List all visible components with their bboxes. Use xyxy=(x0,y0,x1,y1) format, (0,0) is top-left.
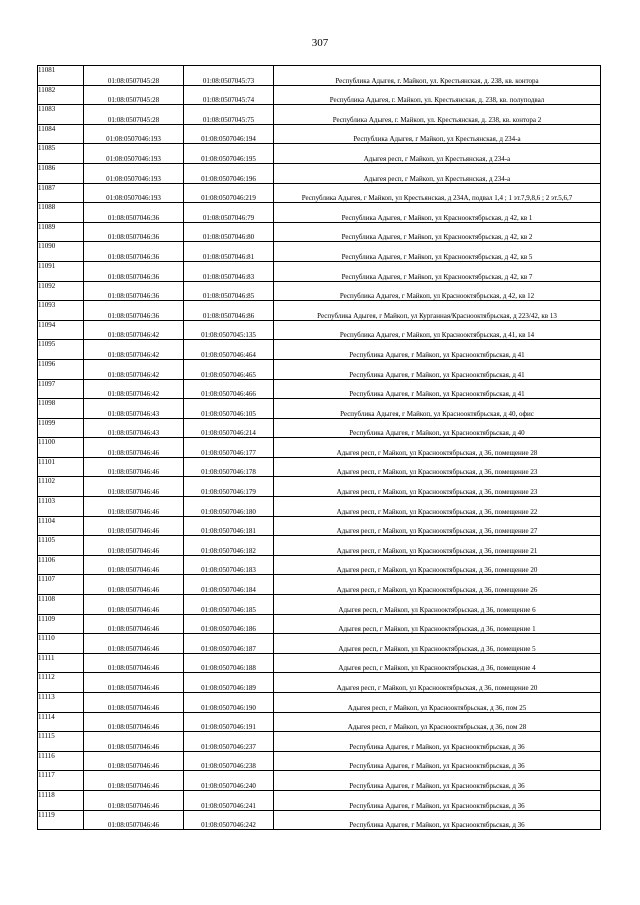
object-cadastral-number: 01:08:0507046:241 xyxy=(184,790,274,810)
object-cadastral-number: 01:08:0507046:81 xyxy=(184,242,274,262)
object-cadastral-number: 01:08:0507046:190 xyxy=(184,693,274,713)
table-row xyxy=(38,144,601,164)
table-row xyxy=(38,359,601,379)
object-cadastral-number: 01:08:0507046:80 xyxy=(184,222,274,242)
object-address: Адыгея респ, г Майкоп, ул Крестьянская, д 234-а xyxy=(274,163,601,183)
parent-cadastral-number: 01:08:0507046:36 xyxy=(84,222,184,242)
table-row xyxy=(38,516,601,536)
row-number: 11098 xyxy=(38,399,84,419)
object-cadastral-number: 01:08:0507046:184 xyxy=(184,575,274,595)
parent-cadastral-number: 01:08:0507046:46 xyxy=(84,712,184,732)
parent-cadastral-number: 01:08:0507046:36 xyxy=(84,261,184,281)
row-number: 11092 xyxy=(38,281,84,301)
row-number: 11107 xyxy=(38,575,84,595)
object-cadastral-number: 01:08:0507046:177 xyxy=(184,438,274,458)
parent-cadastral-number: 01:08:0507045:28 xyxy=(84,105,184,125)
object-cadastral-number: 01:08:0507046:465 xyxy=(184,359,274,379)
object-cadastral-number: 01:08:0507046:464 xyxy=(184,340,274,360)
row-number: 11115 xyxy=(38,732,84,752)
table-row xyxy=(38,477,601,497)
object-cadastral-number: 01:08:0507046:182 xyxy=(184,536,274,556)
parent-cadastral-number: 01:08:0507046:46 xyxy=(84,457,184,477)
object-address: Адыгея респ, г Майкоп, ул Краснооктябрьская, д 36, пом 25 xyxy=(274,693,601,713)
parent-cadastral-number: 01:08:0507046:36 xyxy=(84,242,184,262)
parent-cadastral-number: 01:08:0507046:46 xyxy=(84,732,184,752)
row-number: 11084 xyxy=(38,124,84,144)
row-number: 11083 xyxy=(38,105,84,125)
object-address: Адыгея респ, г Майкоп, ул Краснооктябрьская, д 36, помещение 22 xyxy=(274,497,601,517)
table-row xyxy=(38,653,601,673)
row-number: 11100 xyxy=(38,438,84,458)
table-row xyxy=(38,203,601,223)
table-row xyxy=(38,712,601,732)
parent-cadastral-number: 01:08:0507046:36 xyxy=(84,203,184,223)
table-row xyxy=(38,222,601,242)
parent-cadastral-number: 01:08:0507046:46 xyxy=(84,653,184,673)
parent-cadastral-number: 01:08:0507046:46 xyxy=(84,810,184,830)
object-cadastral-number: 01:08:0507045:73 xyxy=(184,66,274,86)
object-cadastral-number: 01:08:0507046:238 xyxy=(184,751,274,771)
parent-cadastral-number: 01:08:0507046:46 xyxy=(84,575,184,595)
parent-cadastral-number: 01:08:0507046:46 xyxy=(84,477,184,497)
row-number: 11097 xyxy=(38,379,84,399)
object-address: Адыгея респ, г Майкоп, ул Краснооктябрьская, д 36, помещение 20 xyxy=(274,673,601,693)
row-number: 11113 xyxy=(38,693,84,713)
object-address: Республика Адыгея, г Майкоп, ул Краснооктябрьская, д 40 xyxy=(274,418,601,438)
row-number: 11109 xyxy=(38,614,84,634)
row-number: 11117 xyxy=(38,771,84,791)
object-cadastral-number: 01:08:0507046:188 xyxy=(184,653,274,673)
object-cadastral-number: 01:08:0507046:195 xyxy=(184,144,274,164)
table-row xyxy=(38,242,601,262)
object-cadastral-number: 01:08:0507046:196 xyxy=(184,163,274,183)
row-number: 11118 xyxy=(38,790,84,810)
object-address: Адыгея респ, г Майкоп, ул Краснооктябрьская, д 36, пом 28 xyxy=(274,712,601,732)
table-row xyxy=(38,693,601,713)
parent-cadastral-number: 01:08:0507046:42 xyxy=(84,340,184,360)
table-row xyxy=(38,457,601,477)
object-cadastral-number: 01:08:0507046:79 xyxy=(184,203,274,223)
table-row xyxy=(38,595,601,615)
table-row xyxy=(38,85,601,105)
table-row xyxy=(38,399,601,419)
parent-cadastral-number: 01:08:0507046:46 xyxy=(84,790,184,810)
object-cadastral-number: 01:08:0507046:105 xyxy=(184,399,274,419)
object-address: Республика Адыгея, г Майкоп, ул Краснооктябрьская, д 42, кв 7 xyxy=(274,261,601,281)
table-row xyxy=(38,751,601,771)
registry-table-body xyxy=(38,66,601,830)
object-address: Республика Адыгея, г Майкоп, ул Краснооктябрьская, д 40, офис xyxy=(274,399,601,419)
row-number: 11102 xyxy=(38,477,84,497)
table-row xyxy=(38,555,601,575)
parent-cadastral-number: 01:08:0507046:36 xyxy=(84,281,184,301)
object-address: Республика Адыгея, г Майкоп, ул Краснооктябрьская, д 42, кв 2 xyxy=(274,222,601,242)
object-cadastral-number: 01:08:0507046:240 xyxy=(184,771,274,791)
row-number: 11089 xyxy=(38,222,84,242)
object-address: Адыгея респ, г Майкоп, ул Краснооктябрьская, д 36, помещение 27 xyxy=(274,516,601,536)
object-cadastral-number: 01:08:0507045:75 xyxy=(184,105,274,125)
parent-cadastral-number: 01:08:0507046:193 xyxy=(84,163,184,183)
row-number: 11086 xyxy=(38,163,84,183)
row-number: 11087 xyxy=(38,183,84,203)
object-address: Республика Адыгея, г Майкоп, ул Краснооктябрьская, д 42, кв 1 xyxy=(274,203,601,223)
parent-cadastral-number: 01:08:0507046:46 xyxy=(84,614,184,634)
object-cadastral-number: 01:08:0507046:183 xyxy=(184,555,274,575)
row-number: 11094 xyxy=(38,320,84,340)
object-cadastral-number: 01:08:0507045:74 xyxy=(184,85,274,105)
object-address: Республика Адыгея, г Майкоп, ул Краснооктябрьская, д 41 xyxy=(274,379,601,399)
parent-cadastral-number: 01:08:0507045:28 xyxy=(84,66,184,86)
row-number: 11119 xyxy=(38,810,84,830)
table-row xyxy=(38,340,601,360)
row-number: 11106 xyxy=(38,555,84,575)
row-number: 11103 xyxy=(38,497,84,517)
object-address: Республика Адыгея, г Майкоп, ул Краснооктябрьская, д 41 xyxy=(274,359,601,379)
table-row xyxy=(38,261,601,281)
parent-cadastral-number: 01:08:0507046:46 xyxy=(84,751,184,771)
object-cadastral-number: 01:08:0507046:86 xyxy=(184,301,274,321)
object-address: Адыгея респ, г Майкоп, ул Краснооктябрьская, д 36, помещение 26 xyxy=(274,575,601,595)
object-cadastral-number: 01:08:0507046:219 xyxy=(184,183,274,203)
object-address: Адыгея респ, г Майкоп, ул Краснооктябрьская, д 36, помещение 21 xyxy=(274,536,601,556)
object-address: Адыгея респ, г Майкоп, ул Краснооктябрьская, д 36, помещение 23 xyxy=(274,477,601,497)
row-number: 11085 xyxy=(38,144,84,164)
row-number: 11082 xyxy=(38,85,84,105)
row-number: 11112 xyxy=(38,673,84,693)
row-number: 11110 xyxy=(38,634,84,654)
object-cadastral-number: 01:08:0507046:185 xyxy=(184,595,274,615)
parent-cadastral-number: 01:08:0507046:42 xyxy=(84,379,184,399)
object-address: Адыгея респ, г Майкоп, ул Краснооктябрьская, д 36, помещение 1 xyxy=(274,614,601,634)
table-row xyxy=(38,497,601,517)
object-address: Республика Адыгея, г. Майкоп, ул. Крестьянская, д. 238, кв. контора 2 xyxy=(274,105,601,125)
table-row xyxy=(38,614,601,634)
object-address: Республика Адыгея, г Майкоп, ул Краснооктябрьская, д 42, кв 12 xyxy=(274,281,601,301)
parent-cadastral-number: 01:08:0507046:46 xyxy=(84,516,184,536)
object-cadastral-number: 01:08:0507045:135 xyxy=(184,320,274,340)
parent-cadastral-number: 01:08:0507046:42 xyxy=(84,359,184,379)
row-number: 11081 xyxy=(38,66,84,86)
parent-cadastral-number: 01:08:0507046:46 xyxy=(84,771,184,791)
row-number: 11104 xyxy=(38,516,84,536)
parent-cadastral-number: 01:08:0507046:46 xyxy=(84,438,184,458)
object-address: Адыгея респ, г Майкоп, ул Краснооктябрьская, д 36, помещение 20 xyxy=(274,555,601,575)
row-number: 11093 xyxy=(38,301,84,321)
object-cadastral-number: 01:08:0507046:194 xyxy=(184,124,274,144)
parent-cadastral-number: 01:08:0507046:193 xyxy=(84,144,184,164)
row-number: 11090 xyxy=(38,242,84,262)
object-cadastral-number: 01:08:0507046:180 xyxy=(184,497,274,517)
object-address: Республика Адыгея, г Майкоп, ул Крестьянская, д 234А, подвал 1,4 ; 1 эт.7,9,8,6 ; 2 эт.5,6,7 xyxy=(274,183,601,203)
object-address: Республика Адыгея, г Майкоп, ул Краснооктябрьская, д 41 xyxy=(274,340,601,360)
object-address: Адыгея респ, г Майкоп, ул Крестьянская, д 234-а xyxy=(274,144,601,164)
object-cadastral-number: 01:08:0507046:237 xyxy=(184,732,274,752)
object-address: Республика Адыгея, г Майкоп, ул Крестьянская, д 234-а xyxy=(274,124,601,144)
object-address: Республика Адыгея, г Майкоп, ул Краснооктябрьская, д 41, кв 14 xyxy=(274,320,601,340)
row-number: 11091 xyxy=(38,261,84,281)
page-number: 307 xyxy=(311,37,329,49)
parent-cadastral-number: 01:08:0507046:46 xyxy=(84,555,184,575)
parent-cadastral-number: 01:08:0507046:46 xyxy=(84,595,184,615)
row-number: 11101 xyxy=(38,457,84,477)
parent-cadastral-number: 01:08:0507046:43 xyxy=(84,418,184,438)
parent-cadastral-number: 01:08:0507046:46 xyxy=(84,693,184,713)
row-number: 11108 xyxy=(38,595,84,615)
object-address: Адыгея респ, г Майкоп, ул Краснооктябрьская, д 36, помещение 4 xyxy=(274,653,601,673)
object-address: Республика Адыгея, г Майкоп, ул Краснооктябрьская, д 36 xyxy=(274,732,601,752)
object-cadastral-number: 01:08:0507046:189 xyxy=(184,673,274,693)
object-cadastral-number: 01:08:0507046:179 xyxy=(184,477,274,497)
registry-table xyxy=(37,65,601,830)
parent-cadastral-number: 01:08:0507046:36 xyxy=(84,301,184,321)
table-row xyxy=(38,105,601,125)
parent-cadastral-number: 01:08:0507046:43 xyxy=(84,399,184,419)
table-row xyxy=(38,281,601,301)
row-number: 11111 xyxy=(38,653,84,673)
object-address: Адыгея респ, г Майкоп, ул Краснооктябрьская, д 36, помещение 6 xyxy=(274,595,601,615)
object-cadastral-number: 01:08:0507046:191 xyxy=(184,712,274,732)
object-address: Республика Адыгея, г Майкоп, ул Краснооктябрьская, д 36 xyxy=(274,790,601,810)
object-cadastral-number: 01:08:0507046:85 xyxy=(184,281,274,301)
object-cadastral-number: 01:08:0507046:466 xyxy=(184,379,274,399)
row-number: 11105 xyxy=(38,536,84,556)
object-address: Республика Адыгея, г. Майкоп, ул. Крестьянская, д. 238, кв. контора xyxy=(274,66,601,86)
object-cadastral-number: 01:08:0507046:242 xyxy=(184,810,274,830)
table-row xyxy=(38,124,601,144)
row-number: 11095 xyxy=(38,340,84,360)
table-row xyxy=(38,575,601,595)
object-address: Республика Адыгея, г Майкоп, ул Краснооктябрьская, д 36 xyxy=(274,810,601,830)
parent-cadastral-number: 01:08:0507046:193 xyxy=(84,183,184,203)
row-number: 11088 xyxy=(38,203,84,223)
object-address: Адыгея респ, г Майкоп, ул Краснооктябрьская, д 36, помещение 28 xyxy=(274,438,601,458)
table-row xyxy=(38,418,601,438)
table-row xyxy=(38,536,601,556)
table-row xyxy=(38,790,601,810)
object-address: Адыгея респ, г Майкоп, ул Краснооктябрьская, д 36, помещение 5 xyxy=(274,634,601,654)
table-row xyxy=(38,438,601,458)
object-address: Республика Адыгея, г. Майкоп, ул. Крестьянская, д. 238, кв. полуподвал xyxy=(274,85,601,105)
table-row xyxy=(38,634,601,654)
row-number: 11114 xyxy=(38,712,84,732)
table-row xyxy=(38,810,601,830)
table-row xyxy=(38,320,601,340)
object-address: Республика Адыгея, г Майкоп, ул Краснооктябрьская, д 36 xyxy=(274,771,601,791)
parent-cadastral-number: 01:08:0507046:193 xyxy=(84,124,184,144)
table-row xyxy=(38,301,601,321)
object-cadastral-number: 01:08:0507046:186 xyxy=(184,614,274,634)
table-row xyxy=(38,673,601,693)
object-address: Республика Адыгея, г Майкоп, ул Курганная/Краснооктябрьская, д 223/42, кв 13 xyxy=(274,301,601,321)
parent-cadastral-number: 01:08:0507046:42 xyxy=(84,320,184,340)
table-row xyxy=(38,163,601,183)
table-row xyxy=(38,771,601,791)
parent-cadastral-number: 01:08:0507046:46 xyxy=(84,536,184,556)
table-row xyxy=(38,379,601,399)
row-number: 11099 xyxy=(38,418,84,438)
parent-cadastral-number: 01:08:0507046:46 xyxy=(84,673,184,693)
table-row xyxy=(38,183,601,203)
parent-cadastral-number: 01:08:0507046:46 xyxy=(84,497,184,517)
object-cadastral-number: 01:08:0507046:83 xyxy=(184,261,274,281)
object-address: Адыгея респ, г Майкоп, ул Краснооктябрьская, д 36, помещение 23 xyxy=(274,457,601,477)
parent-cadastral-number: 01:08:0507046:46 xyxy=(84,634,184,654)
object-address: Республика Адыгея, г Майкоп, ул Краснооктябрьская, д 36 xyxy=(274,751,601,771)
object-cadastral-number: 01:08:0507046:181 xyxy=(184,516,274,536)
parent-cadastral-number: 01:08:0507045:28 xyxy=(84,85,184,105)
object-cadastral-number: 01:08:0507046:187 xyxy=(184,634,274,654)
object-cadastral-number: 01:08:0507046:178 xyxy=(184,457,274,477)
row-number: 11096 xyxy=(38,359,84,379)
table-row xyxy=(38,732,601,752)
row-number: 11116 xyxy=(38,751,84,771)
object-cadastral-number: 01:08:0507046:214 xyxy=(184,418,274,438)
object-address: Республика Адыгея, г Майкоп, ул Краснооктябрьская, д 42, кв 5 xyxy=(274,242,601,262)
table-row xyxy=(38,66,601,86)
